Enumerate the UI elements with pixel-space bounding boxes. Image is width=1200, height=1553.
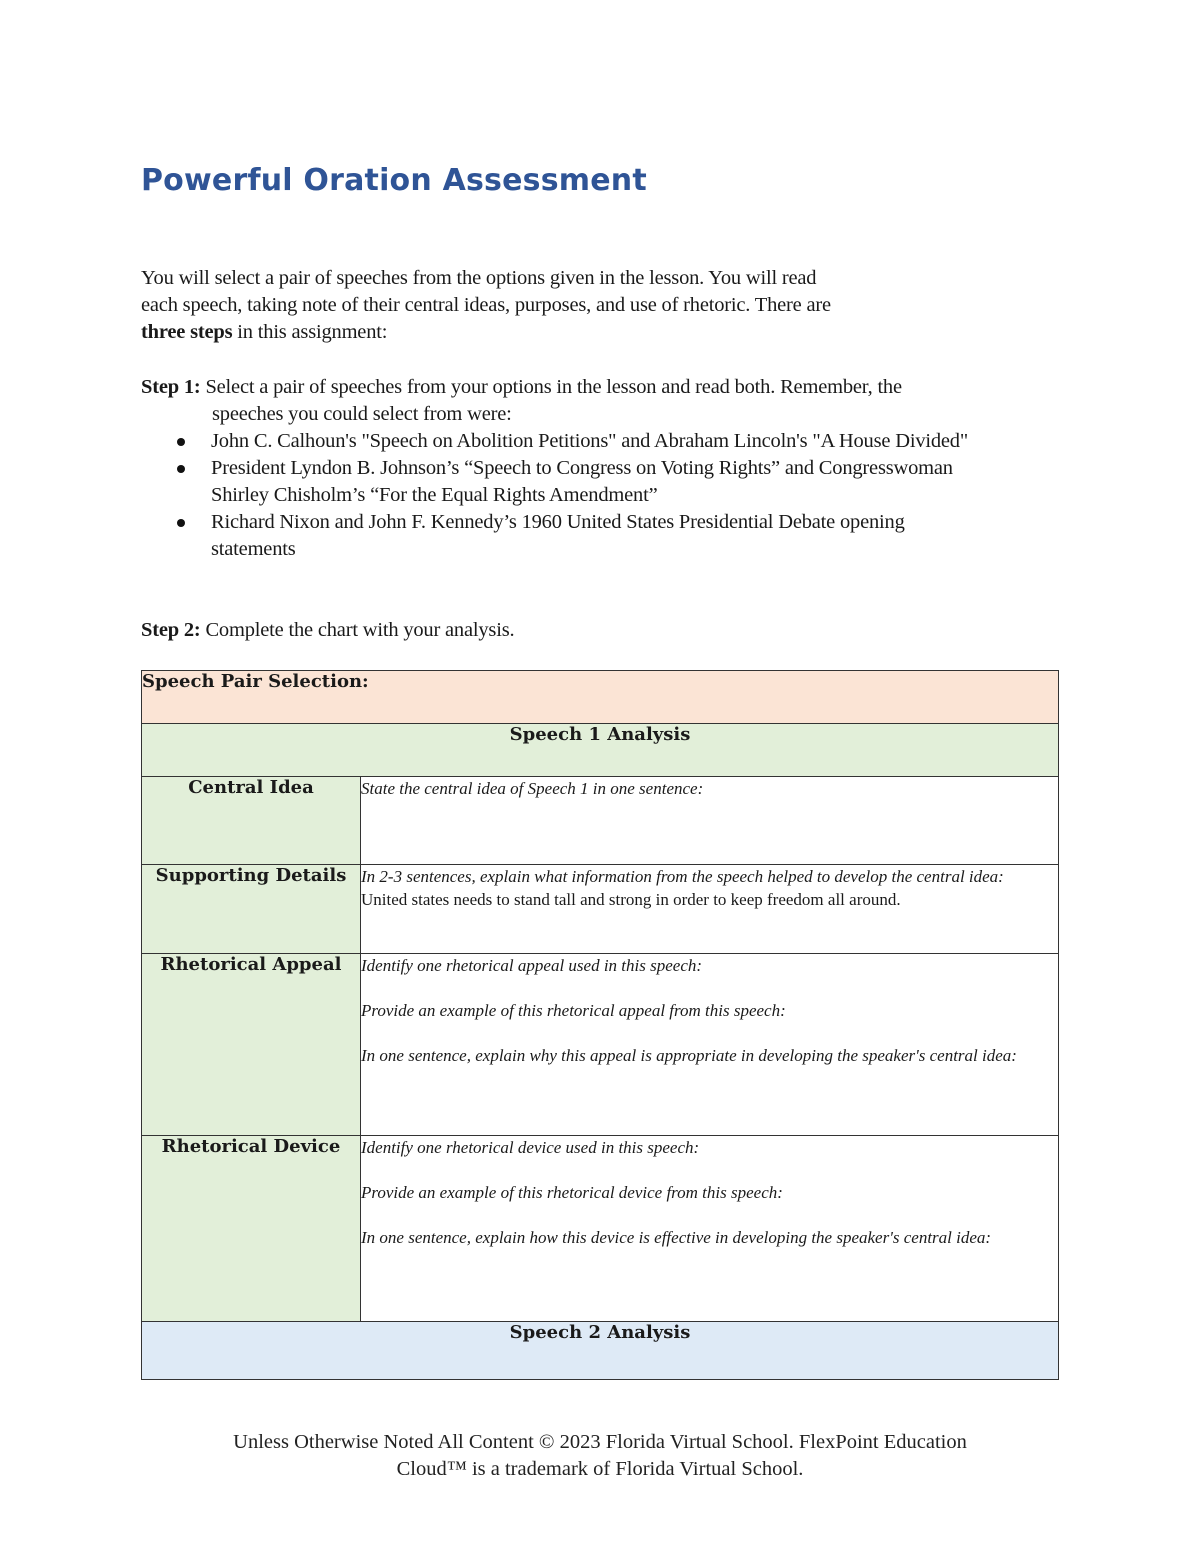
step-1-text: Select a pair of speeches from your options in the lesson and read both. Remember, the [200, 376, 902, 398]
row-label-rhetorical-device: Rhetorical Device [142, 1136, 361, 1322]
step-1 [141, 374, 1061, 563]
intro-line-3-rest: in this assignment: [232, 321, 388, 343]
rhetorical-appeal-cell[interactable] [361, 954, 1059, 1136]
step-1-continuation: speeches you could select from were: [212, 403, 512, 425]
rhetorical-device-prompt-2: Provide an example of this rhetorical device from this speech: [361, 1183, 783, 1202]
speech-2-header: Speech 2 Analysis [142, 1322, 1059, 1380]
step-2-label: Step 2: [141, 619, 201, 641]
copyright-footer [141, 1429, 1059, 1483]
step-2-text: Complete the chart with your analysis. [200, 619, 515, 641]
speech-pair-selection-cell[interactable]: Speech Pair Selection: [142, 671, 1059, 724]
intro-bold: three steps [141, 321, 233, 343]
intro-line-1: You will select a pair of speeches from the options given in the lesson. You will read [141, 267, 817, 289]
rhetorical-appeal-prompt-1: Identify one rhetorical appeal used in this speech: [361, 956, 703, 975]
step-1-label: Step 1: [141, 376, 201, 398]
speech-option [141, 455, 971, 509]
central-idea-cell[interactable] [361, 777, 1059, 865]
supporting-details-cell[interactable] [361, 865, 1059, 954]
speech-option [141, 428, 971, 455]
row-label-rhetorical-appeal: Rhetorical Appeal [142, 954, 361, 1136]
central-idea-prompt: State the central idea of Speech 1 in one sentence: [361, 779, 704, 798]
rhetorical-device-prompt-1: Identify one rhetorical device used in this speech: [361, 1138, 700, 1157]
speech-option-text: President Lyndon B. Johnson’s “Speech to Congress on Voting Rights” and Congresswoman Shirley Chisholm’s “For the Equal Rights Amendment” [211, 457, 953, 506]
speech-option [141, 509, 971, 563]
rhetorical-appeal-prompt-3: In one sentence, explain why this appeal is appropriate in developing the speaker's central idea: [361, 1046, 1017, 1065]
intro-line-3 [141, 319, 1061, 346]
speech-option-text: John C. Calhoun's "Speech on Abolition Petitions" and Abraham Lincoln's "A House Divided" [211, 430, 969, 452]
page-title: Powerful Oration Assessment [141, 163, 647, 198]
intro-line-2: each speech, taking note of their central ideas, purposes, and use of rhetoric. There are [141, 294, 831, 316]
footer-line-1: Unless Otherwise Noted All Content © 2023 Florida Virtual School. FlexPoint Education [233, 1431, 967, 1453]
step-2 [141, 617, 1061, 644]
supporting-details-prompt: In 2-3 sentences, explain what information from the speech helped to develop the central idea: [361, 867, 1004, 886]
bullet-icon [177, 438, 185, 446]
row-label-supporting-details: Supporting Details [142, 865, 361, 954]
bullet-icon [177, 465, 185, 473]
footer-line-2: Cloud™ is a trademark of Florida Virtual School. [396, 1458, 804, 1480]
step-1-line [141, 374, 1061, 401]
speech-options-list [141, 428, 1061, 563]
bullet-icon [177, 519, 185, 527]
rhetorical-device-prompt-3: In one sentence, explain how this device is effective in developing the speaker's central idea: [361, 1228, 992, 1247]
rhetorical-appeal-prompt-2: Provide an example of this rhetorical appeal from this speech: [361, 1001, 786, 1020]
rhetorical-device-cell[interactable] [361, 1136, 1059, 1322]
analysis-chart [141, 670, 1059, 1380]
intro-paragraph [141, 265, 1061, 346]
supporting-details-answer: United states needs to stand tall and strong in order to keep freedom all around. [361, 890, 901, 909]
speech-option-text: Richard Nixon and John F. Kennedy’s 1960 United States Presidential Debate opening statements [211, 511, 905, 560]
speech-1-header: Speech 1 Analysis [142, 724, 1059, 777]
row-label-central-idea: Central Idea [142, 777, 361, 865]
